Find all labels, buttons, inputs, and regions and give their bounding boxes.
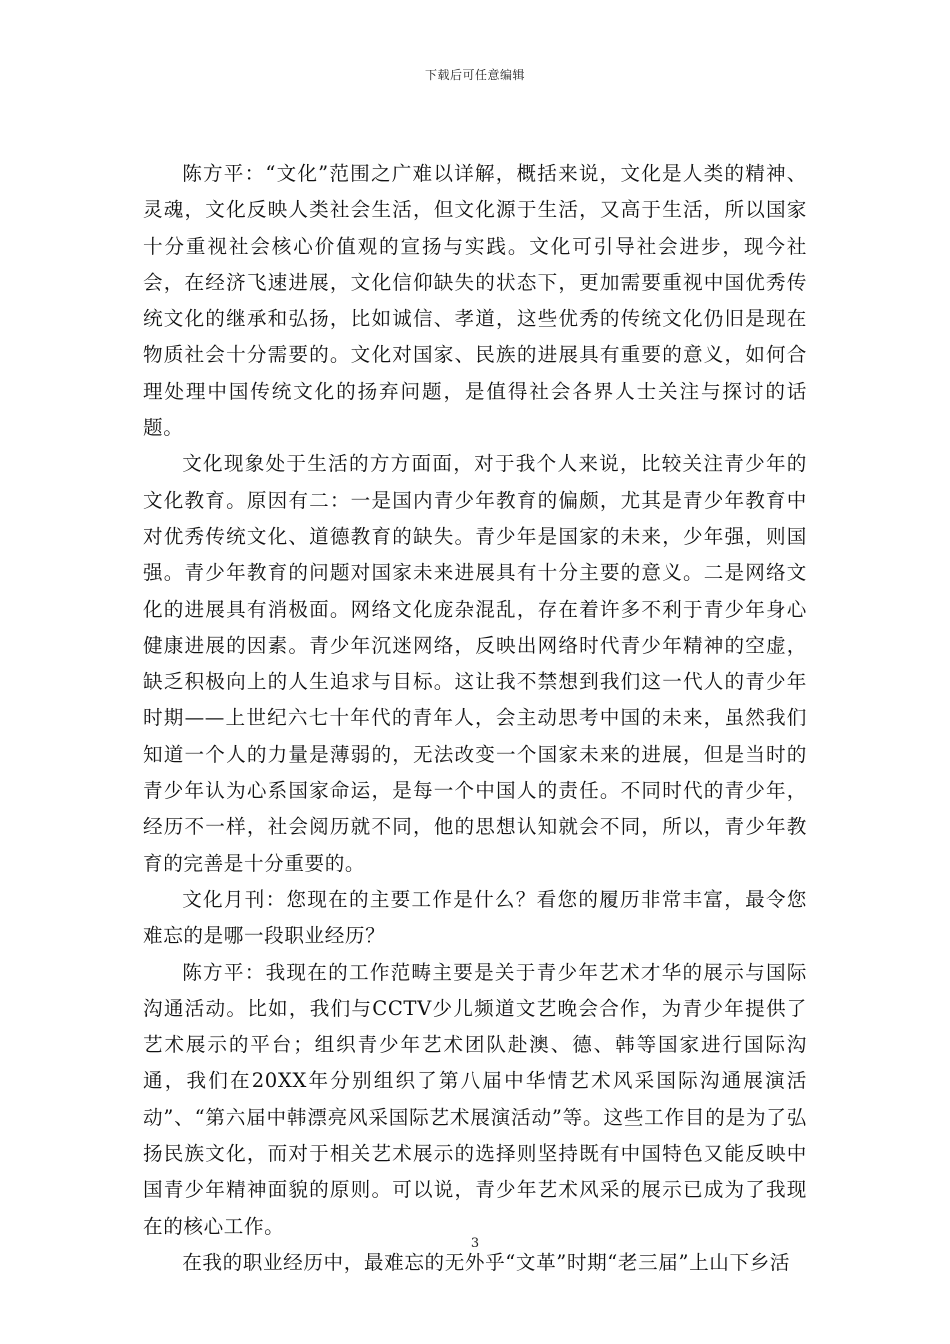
- paragraph-question-work: 文化月刊：您现在的主要工作是什么？看您的履历非常丰富，最令您难忘的是哪一段职业经历？: [143, 887, 807, 948]
- document-body: [143, 156, 807, 1281]
- paragraph-career-memory: 在我的职业经历中，最难忘的无外乎“文革”时期“老三届”上山下乡活: [182, 1250, 791, 1274]
- page-header: 下载后可任意编辑: [424, 68, 525, 82]
- paragraph-answer-work: 陈方平：我现在的工作范畴主要是关于青少年艺术才华的展示与国际沟通活动。比如，我们与CCTV少儿频道文艺晚会合作，为青少年提供了艺术展示的平台；组织青少年艺术团队赴澳、德、韩等国家进行国际沟通，我们在20XX年分别组织了第八届中华情艺术风采国际沟通展演活动”、“第六届中韩漂亮风采国际艺术展演活动”等。这些工作目的是为了弘扬民族文化，而对于相关艺术展示的选择则坚持既有中国特色又能反映中国青少年精神面貌的原则。可以说，青少年艺术风采的展示已成为了我现在的核心工作。: [143, 960, 807, 1238]
- page-number: 3: [470, 1236, 480, 1251]
- paragraph-youth-education: 文化现象处于生活的方方面面，对于我个人来说，比较关注青少年的文化教育。原因有二：一是国内青少年教育的偏颇，尤其是青少年教育中对优秀传统文化、道德教育的缺失。青少年是国家的未来，少年强，则国强。青少年教育的问题对国家未来进展具有十分主要的意义。二是网络文化的进展具有消极面。网络文化庞杂混乱，存在着许多不利于青少年身心健康进展的因素。青少年沉迷网络，反映出网络时代青少年精神的空虚，缺乏积极向上的人生追求与目标。这让我不禁想到我们这一代人的青少年时期——上世纪六七十年代的青年人，会主动思考中国的未来，虽然我们知道一个人的力量是薄弱的，无法改变一个国家未来的进展，但是当时的青少年认为心系国家命运，是每一个中国人的责任。不同时代的青少年，经历不一样，社会阅历就不同，他的思想认知就会不同，所以，青少年教育的完善是十分重要的。: [143, 452, 807, 875]
- paragraph-answer-culture: 陈方平：“文化”范围之广难以详解，概括来说，文化是人类的精神、灵魂，文化反映人类社会生活，但文化源于生活，又高于生活，所以国家十分重视社会核心价值观的宣扬与实践。文化可引导社会进步，现今社会，在经济飞速进展，文化信仰缺失的状态下，更加需要重视中国优秀传统文化的继承和弘扬，比如诚信、孝道，这些优秀的传统文化仍旧是现在物质社会十分需要的。文化对国家、民族的进展具有重要的意义，如何合理处理中国传统文化的扬弃问题，是值得社会各界人士关注与探讨的话题。: [143, 162, 807, 440]
